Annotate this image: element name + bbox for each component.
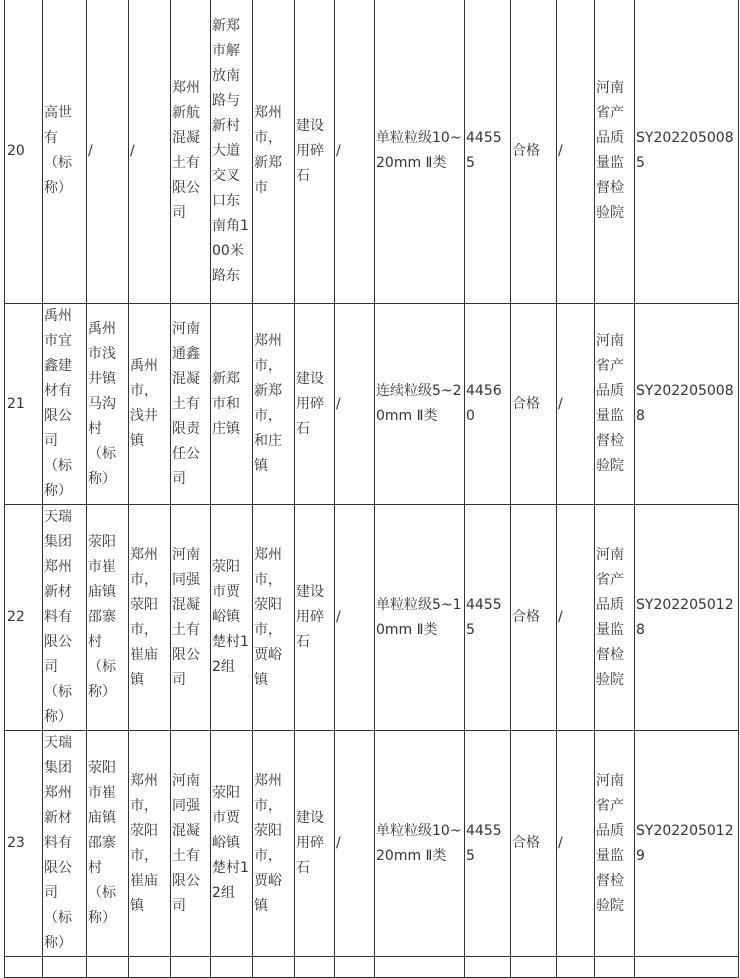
inspected-unit-address: 新郑市解放南路与新村大道交叉口东南角100米路东 xyxy=(211,0,253,304)
inspected-unit-name: 河南通鑫混凝土有限责任公司 xyxy=(171,304,211,505)
inspection-result: 合格 xyxy=(511,0,557,304)
empty-cell xyxy=(557,957,595,978)
region: 郑州市，荥阳市，贾峪镇 xyxy=(253,505,295,731)
production-location: / xyxy=(129,0,171,304)
table-row-next-partial xyxy=(5,957,739,978)
production-date: 44555 xyxy=(465,505,511,731)
production-location: 禹州市，浅井镇 xyxy=(129,304,171,505)
product-name: 建设用碎石 xyxy=(295,505,335,731)
row-number: 22 xyxy=(5,505,43,731)
report-number: SY2022050128 xyxy=(635,505,739,731)
row-number: 21 xyxy=(5,304,43,505)
brand: / xyxy=(335,304,375,505)
inspection-result: 合格 xyxy=(511,505,557,731)
region: 郑州市，新郑市 xyxy=(253,0,295,304)
empty-cell xyxy=(171,957,211,978)
failed-items: / xyxy=(557,505,595,731)
specification: 单粒粒级10~20mm Ⅱ类 xyxy=(375,0,465,304)
inspection-agency: 河南省产品质量监督检验院 xyxy=(595,0,635,304)
production-location: 郑州市，荥阳市，崔庙镇 xyxy=(129,731,171,957)
production-location: 郑州市，荥阳市，崔庙镇 xyxy=(129,505,171,731)
empty-cell xyxy=(511,957,557,978)
table-row xyxy=(5,0,739,304)
empty-cell xyxy=(5,957,43,978)
report-number: SY2022050088 xyxy=(635,304,739,505)
empty-cell xyxy=(129,957,171,978)
inspection-result: 合格 xyxy=(511,731,557,957)
product-name: 建设用碎石 xyxy=(295,304,335,505)
empty-cell xyxy=(43,957,87,978)
report-number: SY2022050129 xyxy=(635,731,739,957)
brand: / xyxy=(335,505,375,731)
inspection-results-table xyxy=(4,0,739,978)
specification: 单粒粒级10~20mm Ⅱ类 xyxy=(375,731,465,957)
empty-cell xyxy=(295,957,335,978)
inspection-result: 合格 xyxy=(511,304,557,505)
sampled-enterprise-name: 天瑞集团郑州新材料有限公司（标称） xyxy=(43,505,87,731)
row-number: 20 xyxy=(5,0,43,304)
production-date: 44560 xyxy=(465,304,511,505)
inspected-unit-address: 荥阳市贾峪镇楚村12组 xyxy=(211,731,253,957)
table-row xyxy=(5,505,739,731)
empty-cell xyxy=(635,957,739,978)
empty-cell xyxy=(253,957,295,978)
row-number: 23 xyxy=(5,731,43,957)
region: 郑州市，新郑市，和庄镇 xyxy=(253,304,295,505)
sampled-enterprise-address: 荥阳市崔庙镇邵寨村（标称） xyxy=(87,505,129,731)
brand: / xyxy=(335,0,375,304)
product-name: 建设用碎石 xyxy=(295,0,335,304)
inspected-unit-address: 新郑市和庄镇 xyxy=(211,304,253,505)
empty-cell xyxy=(87,957,129,978)
table-row xyxy=(5,304,739,505)
report-number: SY2022050085 xyxy=(635,0,739,304)
inspection-agency: 河南省产品质量监督检验院 xyxy=(595,505,635,731)
inspected-unit-name: 河南同强混凝土有限公司 xyxy=(171,731,211,957)
sampled-enterprise-address: 禹州市浅井镇马沟村（标称） xyxy=(87,304,129,505)
empty-cell xyxy=(335,957,375,978)
empty-cell xyxy=(375,957,465,978)
specification: 单粒粒级5~10mm Ⅱ类 xyxy=(375,505,465,731)
empty-cell xyxy=(465,957,511,978)
failed-items: / xyxy=(557,731,595,957)
brand: / xyxy=(335,731,375,957)
failed-items: / xyxy=(557,0,595,304)
empty-cell xyxy=(211,957,253,978)
table-row xyxy=(5,731,739,957)
empty-cell xyxy=(595,957,635,978)
production-date: 44555 xyxy=(465,0,511,304)
inspected-unit-name: 郑州新航混凝土有限公司 xyxy=(171,0,211,304)
specification: 连续粒级5~20mm Ⅱ类 xyxy=(375,304,465,505)
product-name: 建设用碎石 xyxy=(295,731,335,957)
inspected-unit-address: 荥阳市贾峪镇楚村12组 xyxy=(211,505,253,731)
inspected-unit-name: 河南同强混凝土有限公司 xyxy=(171,505,211,731)
sampled-enterprise-address: / xyxy=(87,0,129,304)
region: 郑州市，荥阳市，贾峪镇 xyxy=(253,731,295,957)
sampled-enterprise-address: 荥阳市崔庙镇邵寨村（标称） xyxy=(87,731,129,957)
inspection-agency: 河南省产品质量监督检验院 xyxy=(595,731,635,957)
sampled-enterprise-name: 禹州市宜鑫建材有限公司（标称） xyxy=(43,304,87,505)
sampled-enterprise-name: 天瑞集团郑州新材料有限公司（标称） xyxy=(43,731,87,957)
sampled-enterprise-name: 高世有（标称） xyxy=(43,0,87,304)
inspection-agency: 河南省产品质量监督检验院 xyxy=(595,304,635,505)
failed-items: / xyxy=(557,304,595,505)
production-date: 44555 xyxy=(465,731,511,957)
